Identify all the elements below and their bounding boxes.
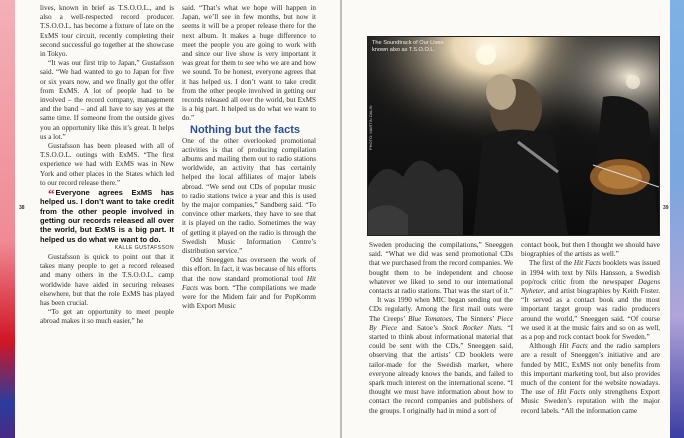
left-color-strip (0, 0, 15, 438)
text-run: , The Sinners’ (451, 314, 498, 323)
paragraph: contact book, but then I thought we should have biographies of the artists as well.” (521, 241, 660, 259)
paragraph: lives, known in brief as T.S.O.O.L., and is also a well-respected record producer. T.S.O.O.L. has become a fixture of late on the ExMS tour circuit, recently completing their second successful go together at the showcase in Tokyo. (40, 4, 174, 59)
title-italic: Piece By Piece (369, 314, 513, 332)
title-italic: Dagens Nyheter (521, 277, 660, 296)
paragraph: “To get an opportunity to meet people abroad makes it so much easier,” he (40, 308, 174, 326)
text-run: Odd Sneeggen has overseen the work of this effort. In fact, it was because of his efforts that the now standard promotional tool (182, 256, 316, 283)
paragraph (521, 259, 660, 342)
paragraph: Gustafsson is quick to point out that it takes many people to get a record released and many others in the T.S.O.O.L. camp worldwide have aided in securing releases elsewhere, but that the role ExMS has played has been crucial. (40, 253, 174, 308)
section-heading: Nothing but the facts (190, 123, 300, 136)
quote-mark-icon: “ (48, 186, 55, 202)
paragraph: said. “That’s what we hope will happen in Japan, we’ll see in few months, but now it seems it will be a proper release there for the next album. It makes a huge difference to meet the people you are going to work with and since our live show is very important it was great for them to see who we are and how we sound. To be honest, everyone agrees that it has helped us. I don’t want to take credit from the other people involved in getting our records released all over the world, but ExMS is a big part. It helped us do what we want to do.” (182, 4, 316, 123)
paragraph: Gustafsson has been pleased with all of T.S.O.O.L. outings with ExMS. “The first experience we had with ExMS was in New York and other places in the States which led to our record release there.” (40, 142, 174, 187)
text-run: was born. “The compilations we made were for the Midem fair and for PopKomm with Export Music (182, 283, 316, 311)
right-column-2 (521, 241, 660, 416)
text-run: only strengthens Export Music Sweden’s reputation with the major record labels. “All the information came (521, 388, 661, 415)
paragraph: Sweden producing the compilations,” Sneeggen said. “What we did was send promotional CDs that we purchased from the record companies. We bought them to be independent and choose whatever we liked to send to our international contacts at radio stations. That was the start of it.” (369, 241, 513, 296)
concert-photo (367, 36, 660, 236)
page-number-left: 38 (19, 205, 25, 211)
concert-photo-image (368, 37, 659, 235)
photo-credit: PHOTO: MARTIN DALIN (368, 105, 373, 150)
title-italic: Stock Rocker Nuts (442, 323, 501, 332)
text-run: It was 1990 when MIC began sending out the CDs regularly. Among the first mail outs were The Creeps’ (369, 296, 513, 323)
title-italic: Blue Tomatoes (408, 314, 452, 323)
pull-quote-author: KALLE GUSTAFSSON (114, 244, 174, 251)
page-number-right: 39 (663, 205, 669, 211)
pull-quote-text: Everyone agrees ExMS has helped us. I don’t want to take credit from the other people involved in getting our records released all over the world, but ExMS is a big part. It helped us do what we want to do. (40, 188, 174, 244)
title-italic: Hit Facts (573, 259, 601, 268)
paragraph (182, 256, 316, 311)
title-italic: Hit Facts (182, 274, 316, 292)
paragraph (521, 342, 660, 416)
text-run: booklets was issued in 1994 with text by Nils Hansson, a Swedish pop/rock critic from the newspaper (521, 259, 660, 286)
right-color-strip (670, 0, 684, 438)
title-italic: Hit Facts (557, 388, 586, 397)
text-run: and the radio samplers are a result of Sneeggen’s initiative and are funded by MIC, ExMS not only benefits from this important marketing tool, but also provides much of the content for the website nowadays. The use of (521, 342, 660, 397)
text-run: . “I started to think about informational material that could be sent with the CDs,” Sneeggen said, observing that the artists’ CD booklets were tailor-made for the Swedish market, where everyone already knows the bands, and failed to spark much interest on the international scene. “I thought we must have information about how to contact the record companies and publishers of the groups. I originally had in mind a sort of (369, 323, 513, 415)
paragraph: “It was our first trip to Japan,” Gustafsson said. “We had wanted to go to Japan for five or six years now, and we finally got the offer from ExMS. A lot of people had to be involved – the record company, management and the band – and all have to say yes at the same time. If someone from the outside gives you an opportunity like this it’s great. It helps us a lot.” (40, 59, 174, 141)
left-column-2 (182, 4, 316, 312)
text-run: Although (529, 342, 560, 351)
paragraph: One of the other overlooked promotional activities is that of producing compilation albums and mailing them out to radio stations worldwide, an activity that has certainly helped the local affiliates of major labels abroad. “We send out CDs of popular music to radio stations twice a year and this is used by the major companies,” Sandberg said. “To convince other markets, they have to see that it is played on the radio. Sometimes the way of getting it played on the radio is through the Swedish Music Information Centre’s distribution service.” (182, 136, 316, 256)
pull-quote (40, 188, 174, 244)
right-column-1 (369, 241, 513, 416)
text-run: The first of the (529, 259, 574, 268)
paragraph (369, 296, 513, 416)
text-run: , and artist biographies by Keith Foster. “It served as a contact book and the most important target group was radio producers around the world,” Sneeggen said. “Of course we used it at the music fairs and so on as well, as a pop and rock contact book for Sweden.” (521, 287, 660, 342)
photo-caption: The Soundtrack of Our Lives: known also as T.S.O.O.L. (372, 40, 445, 53)
text-run: and Satoe’s (397, 323, 443, 332)
left-column-1 (40, 4, 174, 327)
title-italic: Hit Facts (559, 342, 588, 351)
